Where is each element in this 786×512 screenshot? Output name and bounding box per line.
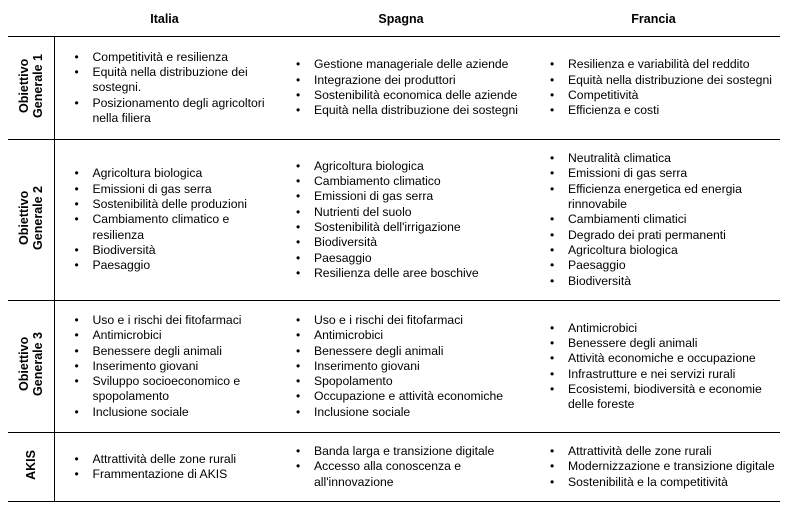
bullet-list: [527, 444, 780, 490]
list-item: • Resilienza e variabilità del reddito: [544, 57, 780, 72]
list-item: • Antimicrobici: [544, 321, 780, 336]
list-item: • Attrattività delle zone rurali: [544, 444, 780, 459]
list-item: • Banda larga e transizione digitale: [290, 444, 527, 459]
list-item: • Inserimento giovani: [69, 359, 276, 374]
list-item: • Sostenibilità economica delle aziende: [290, 88, 527, 103]
bullet-list: [275, 313, 527, 420]
list-item: • Antimicrobici: [290, 328, 527, 343]
list-item: • Posizionamento degli agricoltori nella filiera: [69, 96, 276, 127]
list-item: • Equità nella distribuzione dei sostegni.: [69, 65, 276, 96]
bullet-list: [15, 313, 276, 420]
list-item: • Cambiamento climatico: [290, 174, 527, 189]
list-item: • Emissioni di gas serra: [290, 189, 527, 204]
list-item: • Antimicrobici: [69, 328, 276, 343]
bullet-list: [15, 50, 276, 126]
cell-francia: [527, 37, 780, 140]
cell-italia: [54, 37, 275, 140]
list-item: • Efficienza e costi: [544, 103, 780, 118]
row-label: AKIS: [23, 449, 38, 480]
list-item: • Paesaggio: [69, 258, 276, 273]
list-item: • Sviluppo socioeconomico e spopolamento: [69, 374, 276, 405]
list-item: • Gestione manageriale delle aziende: [290, 57, 527, 72]
header-spagna: Spagna: [275, 4, 527, 37]
list-item: • Biodiversità: [290, 235, 527, 250]
row-label: Obiettivo Generale 2: [16, 185, 45, 250]
list-item: • Agricoltura biologica: [290, 159, 527, 174]
bullet-list: [275, 444, 527, 490]
bullet-list: [275, 57, 527, 118]
cell-spagna: [275, 301, 527, 433]
list-item: • Agricoltura biologica: [544, 243, 780, 258]
row-label: Obiettivo Generale 3: [16, 332, 45, 397]
list-item: • Competitività e resilienza: [69, 50, 276, 65]
list-item: • Benessere degli animali: [544, 336, 780, 351]
list-item: • Nutrienti del suolo: [290, 205, 527, 220]
bullet-list: [15, 449, 276, 483]
cell-italia: [54, 433, 275, 502]
list-item: • Emissioni di gas serra: [544, 166, 780, 181]
list-item: • Equità nella distribuzione dei sostegni: [544, 73, 780, 88]
list-item: • Paesaggio: [290, 251, 527, 266]
list-item: • Benessere degli animali: [69, 344, 276, 359]
cell-italia: [54, 301, 275, 433]
list-item: • Equità nella distribuzione dei sostegni: [290, 103, 527, 118]
list-item: • Sostenibilità dell'irrigazione: [290, 220, 527, 235]
list-item: • Attività economiche e occupazione: [544, 351, 780, 366]
list-item: • Paesaggio: [544, 258, 780, 273]
list-item: • Resilienza delle aree boschive: [290, 266, 527, 281]
cell-francia: [527, 140, 780, 301]
table-row: [8, 37, 780, 140]
list-item: • Attrattività delle zone rurali: [69, 452, 276, 467]
header-francia: Francia: [527, 4, 780, 37]
list-item: • Inclusione sociale: [69, 405, 276, 420]
list-item: • Benessere degli animali: [290, 344, 527, 359]
list-item: • Ecosistemi, biodiversità e economie delle foreste: [544, 382, 780, 413]
header-row: [8, 4, 780, 37]
list-item: • Emissioni di gas serra: [69, 182, 276, 197]
cell-italia: [54, 140, 275, 301]
bullet-list: [527, 321, 780, 413]
list-item: • Modernizzazione e transizione digitale: [544, 459, 780, 474]
bullet-list: [275, 159, 527, 281]
list-item: • Biodiversità: [544, 274, 780, 289]
header-italia: Italia: [54, 4, 275, 37]
table-row: [8, 433, 780, 502]
list-item: • Inclusione sociale: [290, 405, 527, 420]
cell-spagna: [275, 140, 527, 301]
bullet-list: [527, 151, 780, 289]
list-item: • Efficienza energetica ed energia rinnovabile: [544, 182, 780, 213]
list-item: • Inserimento giovani: [290, 359, 527, 374]
list-item: • Integrazione dei produttori: [290, 73, 527, 88]
bullet-list: [15, 166, 276, 273]
list-item: • Uso e i rischi dei fitofarmaci: [290, 313, 527, 328]
list-item: • Agricoltura biologica: [69, 166, 276, 181]
cell-spagna: [275, 37, 527, 140]
comparison-table: [8, 4, 780, 502]
cell-francia: [527, 433, 780, 502]
row-label: Obiettivo Generale 1: [16, 53, 45, 118]
list-item: • Cambiamento climatico e resilienza: [69, 212, 276, 243]
list-item: • Spopolamento: [290, 374, 527, 389]
table-row: [8, 140, 780, 301]
list-item: • Infrastrutture e nei servizi rurali: [544, 367, 780, 382]
list-item: • Frammentazione di AKIS: [69, 467, 276, 482]
list-item: • Sostenibilità e la competitività: [544, 475, 780, 490]
list-item: • Uso e i rischi dei fitofarmaci: [69, 313, 276, 328]
list-item: • Neutralità climatica: [544, 151, 780, 166]
bullet-list: [527, 57, 780, 118]
list-item: • Degrado dei prati permanenti: [544, 228, 780, 243]
cell-spagna: [275, 433, 527, 502]
list-item: • Accesso alla conoscenza e all'innovazione: [290, 459, 527, 490]
list-item: • Cambiamenti climatici: [544, 212, 780, 227]
cell-francia: [527, 301, 780, 433]
table-row: [8, 301, 780, 433]
list-item: • Competitività: [544, 88, 780, 103]
header-corner: [8, 4, 54, 37]
list-item: • Sostenibilità delle produzioni: [69, 197, 276, 212]
list-item: • Biodiversità: [69, 243, 276, 258]
list-item: • Occupazione e attività economiche: [290, 389, 527, 404]
